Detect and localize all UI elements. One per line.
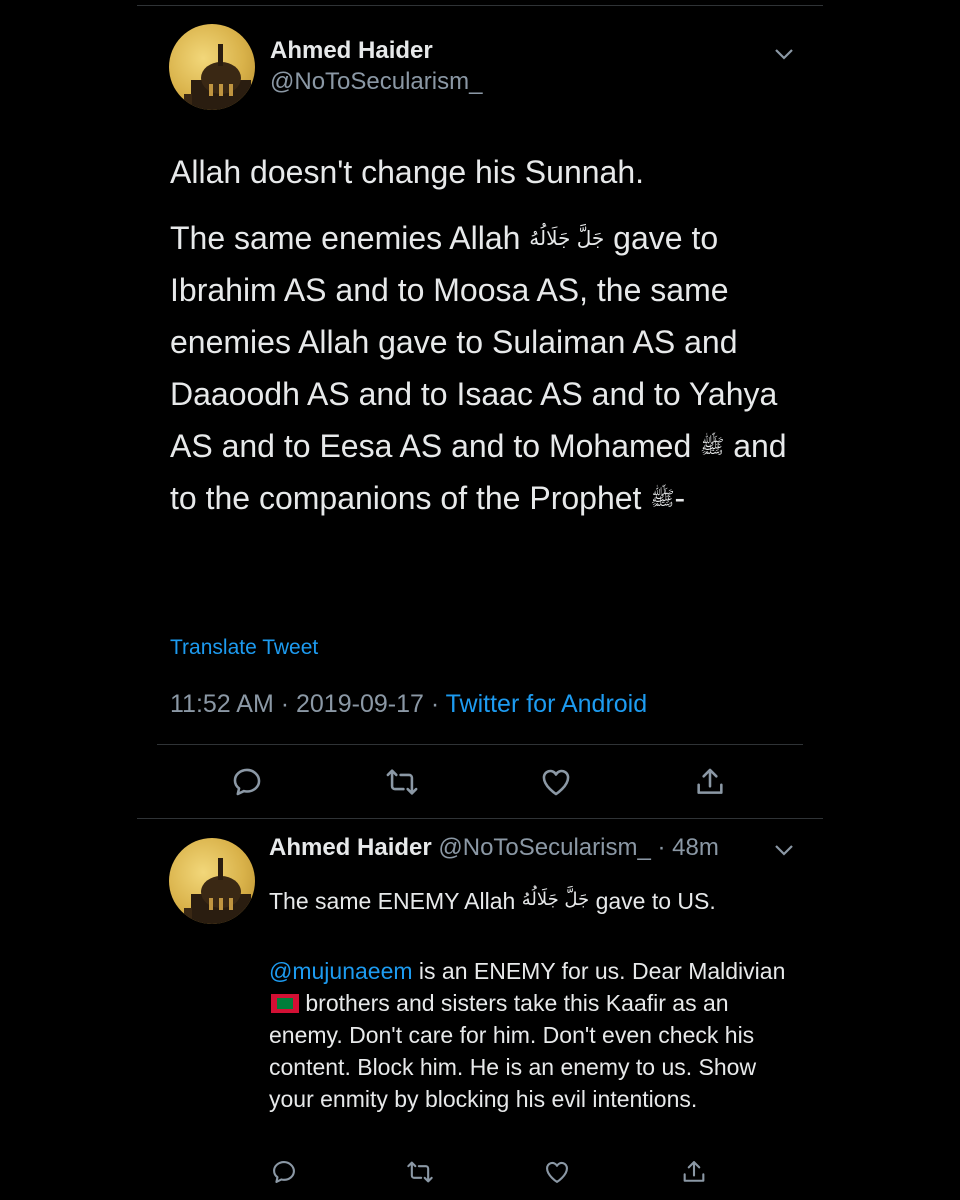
tweet-paragraph-2 bbox=[170, 212, 790, 524]
reply-author-name[interactable]: Ahmed Haider bbox=[269, 834, 432, 861]
reply-chevron-down-icon[interactable] bbox=[774, 844, 794, 856]
tweet-line-1: Allah doesn't change his Sunnah. bbox=[170, 154, 645, 190]
tweet-meta: 11:52 AM · 2019-09-17 · Twitter for Android bbox=[170, 690, 648, 718]
reply-author-handle[interactable]: @NoToSecularism_ bbox=[438, 834, 651, 861]
arabic-salawat-2: ﷺ bbox=[650, 486, 675, 510]
author-handle[interactable]: @NoToSecularism_ bbox=[270, 68, 483, 95]
tweet-p2-part1: The same enemies Allah bbox=[170, 220, 521, 256]
reply-avatar[interactable] bbox=[169, 838, 255, 924]
arabic-honorific: جَلَّ جَلَالُهُ bbox=[529, 226, 605, 250]
reply-arabic-honorific: جَلَّ جَلَالُهُ bbox=[521, 889, 590, 910]
share-icon[interactable] bbox=[693, 765, 727, 799]
meta-divider bbox=[157, 744, 803, 745]
tweet-time[interactable]: 11:52 AM bbox=[170, 690, 274, 718]
reply-line-1 bbox=[269, 884, 789, 917]
translate-tweet-link[interactable]: Translate Tweet bbox=[170, 636, 319, 659]
retweet-icon[interactable] bbox=[385, 765, 419, 799]
tweet-date[interactable]: 2019-09-17 bbox=[296, 690, 424, 718]
reply-retweet-icon[interactable] bbox=[406, 1158, 434, 1186]
chevron-down-icon[interactable] bbox=[774, 48, 794, 60]
tweet-text bbox=[170, 146, 790, 524]
reply-age[interactable]: 48m bbox=[672, 834, 719, 861]
tweet-source[interactable]: Twitter for Android bbox=[445, 690, 648, 718]
reply-text bbox=[269, 884, 789, 917]
like-icon[interactable] bbox=[539, 765, 573, 799]
reply-like-icon[interactable] bbox=[543, 1158, 571, 1186]
reply-icon[interactable] bbox=[230, 765, 264, 799]
actions-divider bbox=[137, 818, 823, 819]
tweet-p2-part2: gave to Ibrahim AS and to Moosa AS, the same enemies Allah gave to Sulaiman AS and Daaoodh AS and to Isaac AS and to Yahya AS and to Eesa AS and to Mohamed bbox=[170, 220, 778, 464]
mention-link[interactable]: @mujunaeem bbox=[269, 958, 413, 984]
tweet-p2-end: - bbox=[674, 480, 686, 516]
reply-header: Ahmed Haider @NoToSecularism_ · 48m bbox=[269, 834, 719, 861]
arabic-salawat: ﷺ bbox=[700, 434, 725, 458]
reply-line1-part1: The same ENEMY Allah bbox=[269, 888, 516, 914]
reply-reply-icon[interactable] bbox=[270, 1158, 298, 1186]
avatar[interactable] bbox=[169, 24, 255, 110]
maldives-flag-icon bbox=[271, 994, 299, 1013]
tweet-p2-part3: and to the companions of the Prophet bbox=[170, 428, 787, 516]
reply-line1-part2: gave to US. bbox=[595, 888, 716, 914]
reply-p2-part1: is an ENEMY for us. Dear Maldivian bbox=[418, 958, 786, 984]
reply-p2-part2: brothers and sisters take this Kaafir as an enemy. Don't care for him. Don't even check his content. Block him. He is an enemy to us. Show your enmity by blocking his evil intentions. bbox=[269, 990, 757, 1112]
top-divider bbox=[137, 5, 823, 6]
author-name[interactable]: Ahmed Haider bbox=[270, 37, 433, 64]
reply-paragraph-2 bbox=[269, 955, 789, 1115]
reply-share-icon[interactable] bbox=[680, 1158, 708, 1186]
